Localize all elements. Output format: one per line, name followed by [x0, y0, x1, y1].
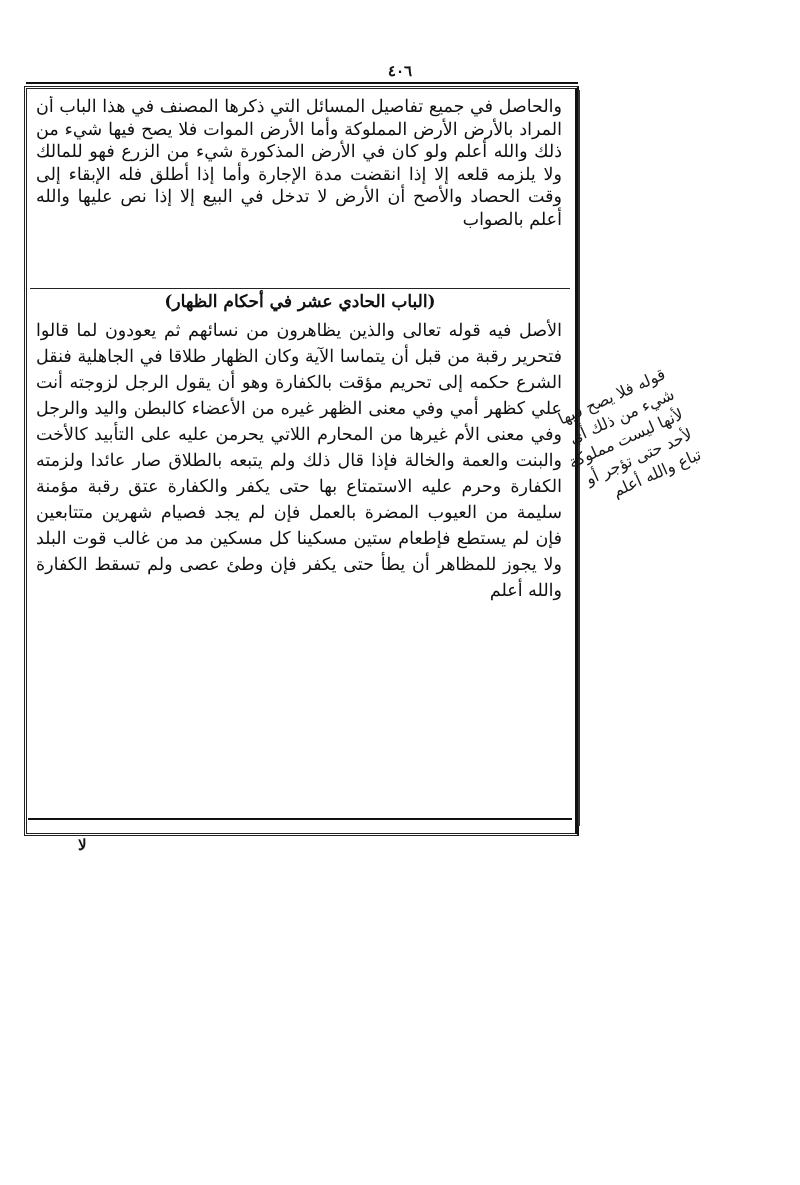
- bottom-rule: [28, 818, 572, 820]
- page-number: ٤٠٦: [387, 62, 413, 80]
- catchword: لا: [78, 836, 87, 854]
- margin-note: قوله فلا يصح فيها شيء من ذلك أي لأنها ليست مملوكة لأحد حتى تؤجر أو تباع والله أعلم: [555, 364, 704, 501]
- lower-text-block: الأصل فيه قوله تعالى والذين يظاهرون من نسائهم ثم يعودون لما قالوا فتحرير رقبة من قبل أن يتماسا الآية وكان الظهار طلاقا في الجاهلية فنقل الشرع حكمه إلى تحريم مؤقت بالكفارة وهو أن يقول الرجل لزوجته أنت علي كظهر أمي وفي معنى الظهر غيره من الأعضاء كالبطن واليد والرجل وفي معنى الأم غيرها من المحارم اللاتي يحرمن عليه على التأبيد كالأخت والبنت والعمة والخالة فإذا قال ذلك ولم يتبعه بالطلاق صار عائدا ولزمته الكفارة وحرم عليه الاستمتاع بها حتى يكفر والكفارة عتق رقبة مؤمنة سليمة من العيوب المضرة بالعمل فإن لم يجد فصيام شهرين متتابعين فإن لم يستطع فإطعام ستين مسكينا كل مسكين مد من غالب قوت البلد ولا يجوز للمظاهر أن يطأ حتى يكفر فإن وطئ عصى ولم تسقط الكفارة والله أعلم: [36, 321, 562, 601]
- top-rule: [26, 82, 578, 84]
- section-heading: (الباب الحادي عشر في أحكام الظهار): [164, 292, 436, 312]
- section-separator: [30, 288, 570, 289]
- upper-text-block: والحاصل في جميع تفاصيل المسائل التي ذكرها المصنف في هذا الباب أن المراد بالأرض الأرض المملوكة وأما الأرض الموات فلا يصح فيها شيء من ذلك والله أعلم ولو كان في الأرض المذكورة شيء من الزرع فهو للمالك ولا يلزمه قلعه إلا إذا انقضت مدة الإجارة وأما إذا أطلق فله الإبقاء إلى وقت الحصاد والأصح أن الأرض لا تدخل في البيع إلا إذا نص عليها والله أعلم بالصواب: [36, 97, 562, 230]
